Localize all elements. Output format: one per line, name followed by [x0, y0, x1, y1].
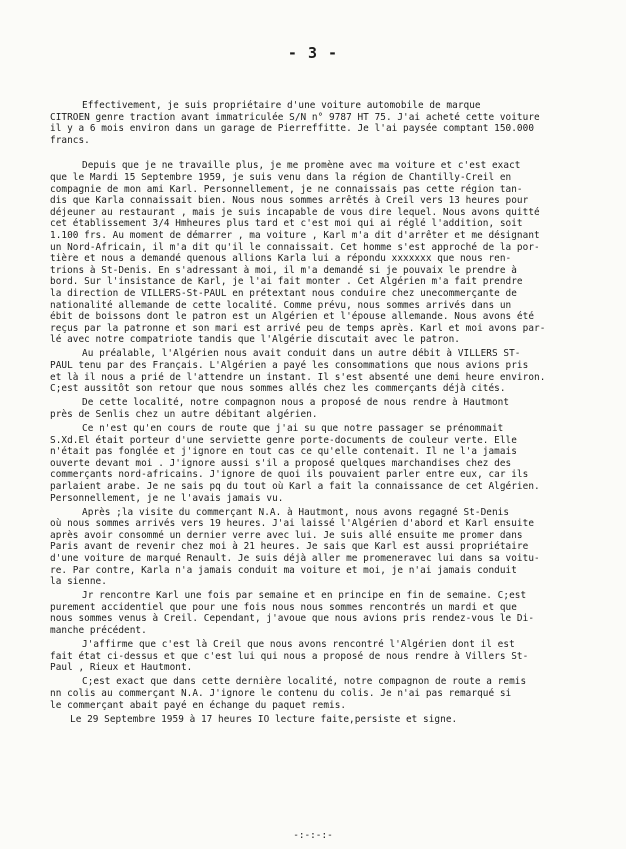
text-line: cet établissement 3/4 Hmheures plus tard et c'est moi qui ai réglé l'addition, soit — [50, 218, 523, 230]
text-line: purement accidentiel que pour une fois nous nous sommes rencontrés un mardi et que — [50, 601, 517, 613]
text-line: et là il nous a prié de l'attendre un instant. Il s'est absenté une demi heure environ. — [50, 371, 546, 383]
text-line: C;est aussitôt son retour que nous sommes allés chez les commerçants déjà cités. — [50, 383, 506, 395]
text-line: il y a 6 mois environ dans un garage de Pierreffitte. Je l'ai paysée comptant 150.000 — [50, 123, 535, 135]
text-line: PAUL tenu par des Français. L'Algérien a payé les consommations que nous avions pris — [50, 359, 529, 371]
text-line: francs. — [50, 134, 90, 146]
text-line: n'était pas fonglée et j'ignore en tout cas ce qu'elle contenait. Il ne l'a jamais — [50, 446, 517, 458]
text-line: manche précédent. — [50, 625, 147, 637]
text-line: De cette localité, notre compagnon nous a proposé de nous rendre à Hautmont — [82, 397, 510, 409]
text-line: où nous sommes arrivés vers 19 heures. J'ai laissé l'Algérien d'abord et Karl ensuite — [50, 518, 535, 530]
text-line: nous sommes venus à Creil. Cependant, j'avoue que nous avions pris rendez-vous le Di- — [50, 613, 535, 625]
paragraph-signature-statement — [50, 714, 606, 726]
text-line: la sienne. — [50, 576, 107, 588]
text-line: 1.100 frs. Au moment de démarrer , ma voiture , Karl m'a dit d'arrêter et me désignant — [50, 229, 540, 241]
text-line: Ce n'est qu'en cours de route que j'ai su que notre passager se prénommait — [82, 422, 504, 434]
text-line: reçus par la patronne et son mari est arrivé peu de temps après. Karl et moi avons par- — [50, 322, 546, 334]
paragraph-vehicle-ownership — [50, 100, 606, 146]
text-line: Le 29 Septembre 1959 à 17 heures IO lecture faite,persiste et signe. — [70, 713, 458, 725]
paragraph-trip-account — [50, 160, 606, 346]
text-line: C;est exact que dans cette dernière localité, notre compagnon de route a remis — [82, 676, 527, 688]
text-line: Paul , Rieux et Hautmont. — [50, 662, 193, 674]
text-line: que le Mardi 15 Septembre 1959, je suis venu dans la région de Chantilly-Creil en — [50, 171, 512, 183]
text-line: un Nord-Africain, il m'a dit qu'il le connaissait. Cet homme s'est approché de la por- — [50, 241, 540, 253]
text-line: fait état ci-dessus et que c'est lui qui nous a proposé de nous rendre à Villers St- — [50, 650, 529, 662]
text-line: Effectivement, je suis propriétaire d'une voiture automobile de marque — [82, 100, 481, 111]
paragraph-weekly-meetings — [50, 590, 606, 636]
text-line: Personnellement, je ne l'avais jamais vu. — [50, 492, 284, 504]
document-body — [50, 100, 606, 728]
text-line: le commerçant abait payé en échange du paquet remis. — [50, 699, 347, 711]
text-line: commerçants nord-africains. J'ignore de quoi ils pouvaient parler entre eux, car ils — [50, 469, 529, 481]
text-line: S.Xd.El était porteur d'une serviette genre porte-documents de couleur verte. Elle — [50, 434, 517, 446]
text-line: nn colis au commerçant N.A. J'ignore le contenu du colis. Je n'ai pas remarqué si — [50, 688, 512, 699]
page-number: - 3 - — [287, 44, 339, 62]
paragraph-hautmont-proposal — [50, 397, 606, 420]
text-line: d'une voiture de marqué Renault. Je suis déjà aller me promeneravec lui dans sa voitu- — [50, 552, 540, 564]
text-line: bord. Sur l'insistance de Karl, je l'ai fait monter . Cet Algérien m'a fait prendre — [50, 276, 523, 288]
text-line: nationalité allemande de cette localité. Comme prévu, nous sommes arrivés dans un — [50, 299, 512, 311]
paragraph-passenger-details — [50, 423, 606, 504]
text-line: parlaient arabe. Je ne sais pq du tout où Karl a fait la connaissance de cet Algérien. — [50, 480, 540, 492]
text-line: près de Senlis chez un autre débitant algérien. — [50, 408, 318, 420]
text-line: trions à St-Denis. En s'adressant à moi, il m'a demandé si je pouvaix le prendre à — [50, 264, 517, 276]
text-line: Paris avant de revenir chez moi à 21 heures. Je sais que Karl est aussi propriétaire — [50, 541, 529, 553]
text-line: Après ;la visite du commerçant N.A. à Hautmont, nous avons regagné St-Denis — [82, 506, 510, 518]
closing-mark: -:-:-:- — [293, 830, 333, 841]
text-line: re. Par contre, Karla n'a jamais conduit ma voiture et moi, je n'ai jamais conduit — [50, 564, 517, 576]
text-line: ébit de boissons dont le patron est un Algérien et l'épouse allemande. Nous avons été — [50, 311, 535, 323]
text-line: Depuis que je ne travaille plus, je me promène avec ma voiture et c'est exact — [82, 160, 521, 172]
text-line: Jr rencontre Karl une fois par semaine et en principe en fin de semaine. C;est — [82, 590, 527, 602]
text-line: déjeuner au restaurant , mais je suis incapable de vous dire lequel. Nous avons quitté — [50, 206, 540, 218]
paragraph-prior-stop — [50, 348, 606, 394]
paragraph-return-trip — [50, 507, 606, 588]
text-line: Au préalable, l'Algérien nous avait conduit dans un autre débit à VILLERS ST- — [82, 348, 521, 360]
text-line: dis que Karla connaissait bien. Nous nous sommes arrêtés à Creil vers 13 heures pour — [50, 195, 529, 207]
text-line: J'affirme que c'est là Creil que nous avons rencontré l'Algérien dont il est — [82, 639, 515, 651]
paragraph-affirmation — [50, 639, 606, 674]
text-line: après avoir consommé un dernier verre avec lui. Je suis allé ensuite me promer dans — [50, 529, 523, 541]
text-line: la direction de VILLERS-St-PAUL en prétextant nous conduire chez unecommerçante de — [50, 287, 517, 299]
text-line: lé avec notre compatriote tandis que l'Algérie discutait avec le patron. — [50, 334, 460, 346]
text-line: tière et nous a demandé quenous allions Karla lui a répondu xxxxxxx que nous ren- — [50, 253, 512, 265]
text-line: ouverte devant moi . J'ignore aussi s'il a proposé quelques marchandises chez des — [50, 457, 512, 469]
paragraph-package — [50, 676, 606, 711]
text-line: compagnie de mon ami Karl. Personnellement, je ne connaissais pas cette région tan- — [50, 183, 523, 195]
text-line: CITROEN genre traction avant immatriculée S/N n° 9787 HT 75. J'ai acheté cette voiture — [50, 111, 540, 123]
